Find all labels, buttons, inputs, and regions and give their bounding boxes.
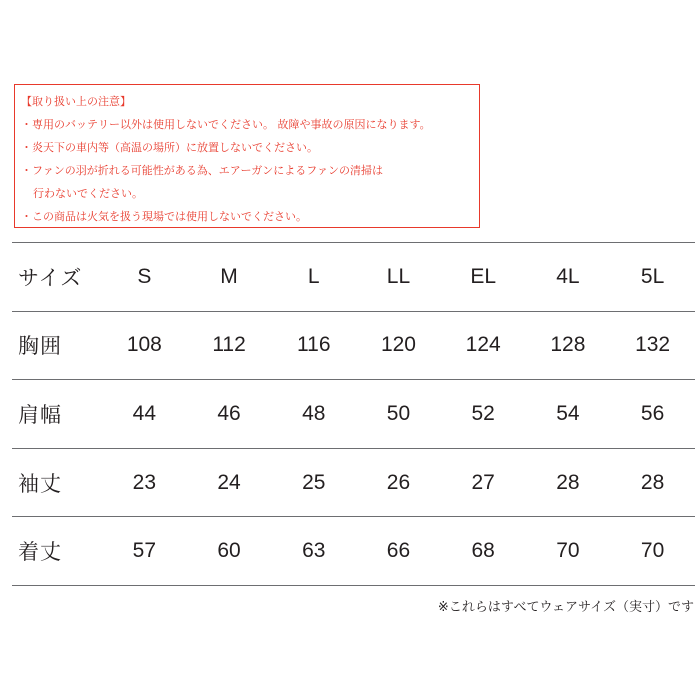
table-cell: 57: [132, 539, 157, 563]
table-cell: 52: [471, 401, 495, 425]
size-header-cell: M: [220, 264, 238, 288]
table-cell: 116: [297, 333, 331, 357]
size-header-cell: 5L: [640, 264, 665, 288]
table-row-chest: [12, 311, 695, 380]
table-cell: 68: [471, 539, 495, 563]
table-row-length: [12, 517, 695, 586]
table-cell: 50: [386, 401, 411, 425]
row-label-shoulder: 肩幅: [18, 402, 62, 427]
size-header-cell: EL: [470, 264, 496, 288]
size-header-label: サイズ: [18, 265, 83, 290]
table-cell: 70: [556, 539, 580, 563]
row-label-chest: 胸囲: [18, 334, 62, 359]
table-row-sleeve: [12, 448, 695, 517]
size-chart-table: [12, 242, 695, 586]
caution-title: 【取り扱い上の注意】: [21, 95, 131, 108]
size-header-cell: LL: [386, 264, 411, 288]
size-header-cell: L: [307, 264, 320, 288]
table-cell: 26: [386, 470, 411, 494]
row-label-sleeve: 袖丈: [18, 471, 62, 496]
table-row-shoulder: [12, 380, 695, 449]
caution-line: ・この商品は火気を扱う現場では使用しないでください。: [21, 210, 307, 223]
table-cell: 23: [132, 470, 157, 494]
table-cell: 66: [386, 539, 411, 563]
table-cell: 63: [302, 539, 326, 563]
table-cell: 108: [126, 333, 162, 357]
row-label-length: 着丈: [18, 540, 62, 565]
table-cell: 27: [471, 470, 495, 494]
table-cell: 28: [556, 470, 580, 494]
caution-line: 行わないでください。: [33, 187, 143, 200]
caution-notice-box: [14, 84, 480, 228]
table-cell: 28: [640, 470, 665, 494]
size-header-row: [12, 243, 695, 312]
table-cell: 132: [635, 333, 671, 357]
table-cell: 24: [217, 470, 241, 494]
caution-line: ・ファンの羽が折れる可能性がある為、エアーガンによるファンの清掃は: [21, 164, 384, 177]
table-cell: 120: [380, 333, 416, 357]
table-cell: 56: [640, 401, 665, 425]
table-cell: 124: [465, 333, 501, 357]
size-header-cell: S: [137, 264, 152, 288]
footnote: ※これらはすべてウェアサイズ（実寸）です: [437, 600, 694, 615]
table-cell: 112: [212, 333, 246, 357]
caution-line: ・専用のバッテリー以外は使用しないでください。 故障や事故の原因になります。: [21, 118, 431, 131]
size-header-cell: 4L: [556, 264, 580, 288]
table-cell: 46: [217, 401, 241, 425]
table-cell: 54: [556, 401, 580, 425]
table-cell: 60: [217, 539, 241, 563]
table-cell: 25: [302, 470, 326, 494]
caution-line: ・炎天下の車内等（高温の場所）に放置しないでください。: [21, 141, 318, 154]
table-cell: 70: [640, 539, 665, 563]
table-cell: 48: [302, 401, 326, 425]
table-cell: 44: [132, 401, 157, 425]
table-cell: 128: [550, 333, 586, 357]
